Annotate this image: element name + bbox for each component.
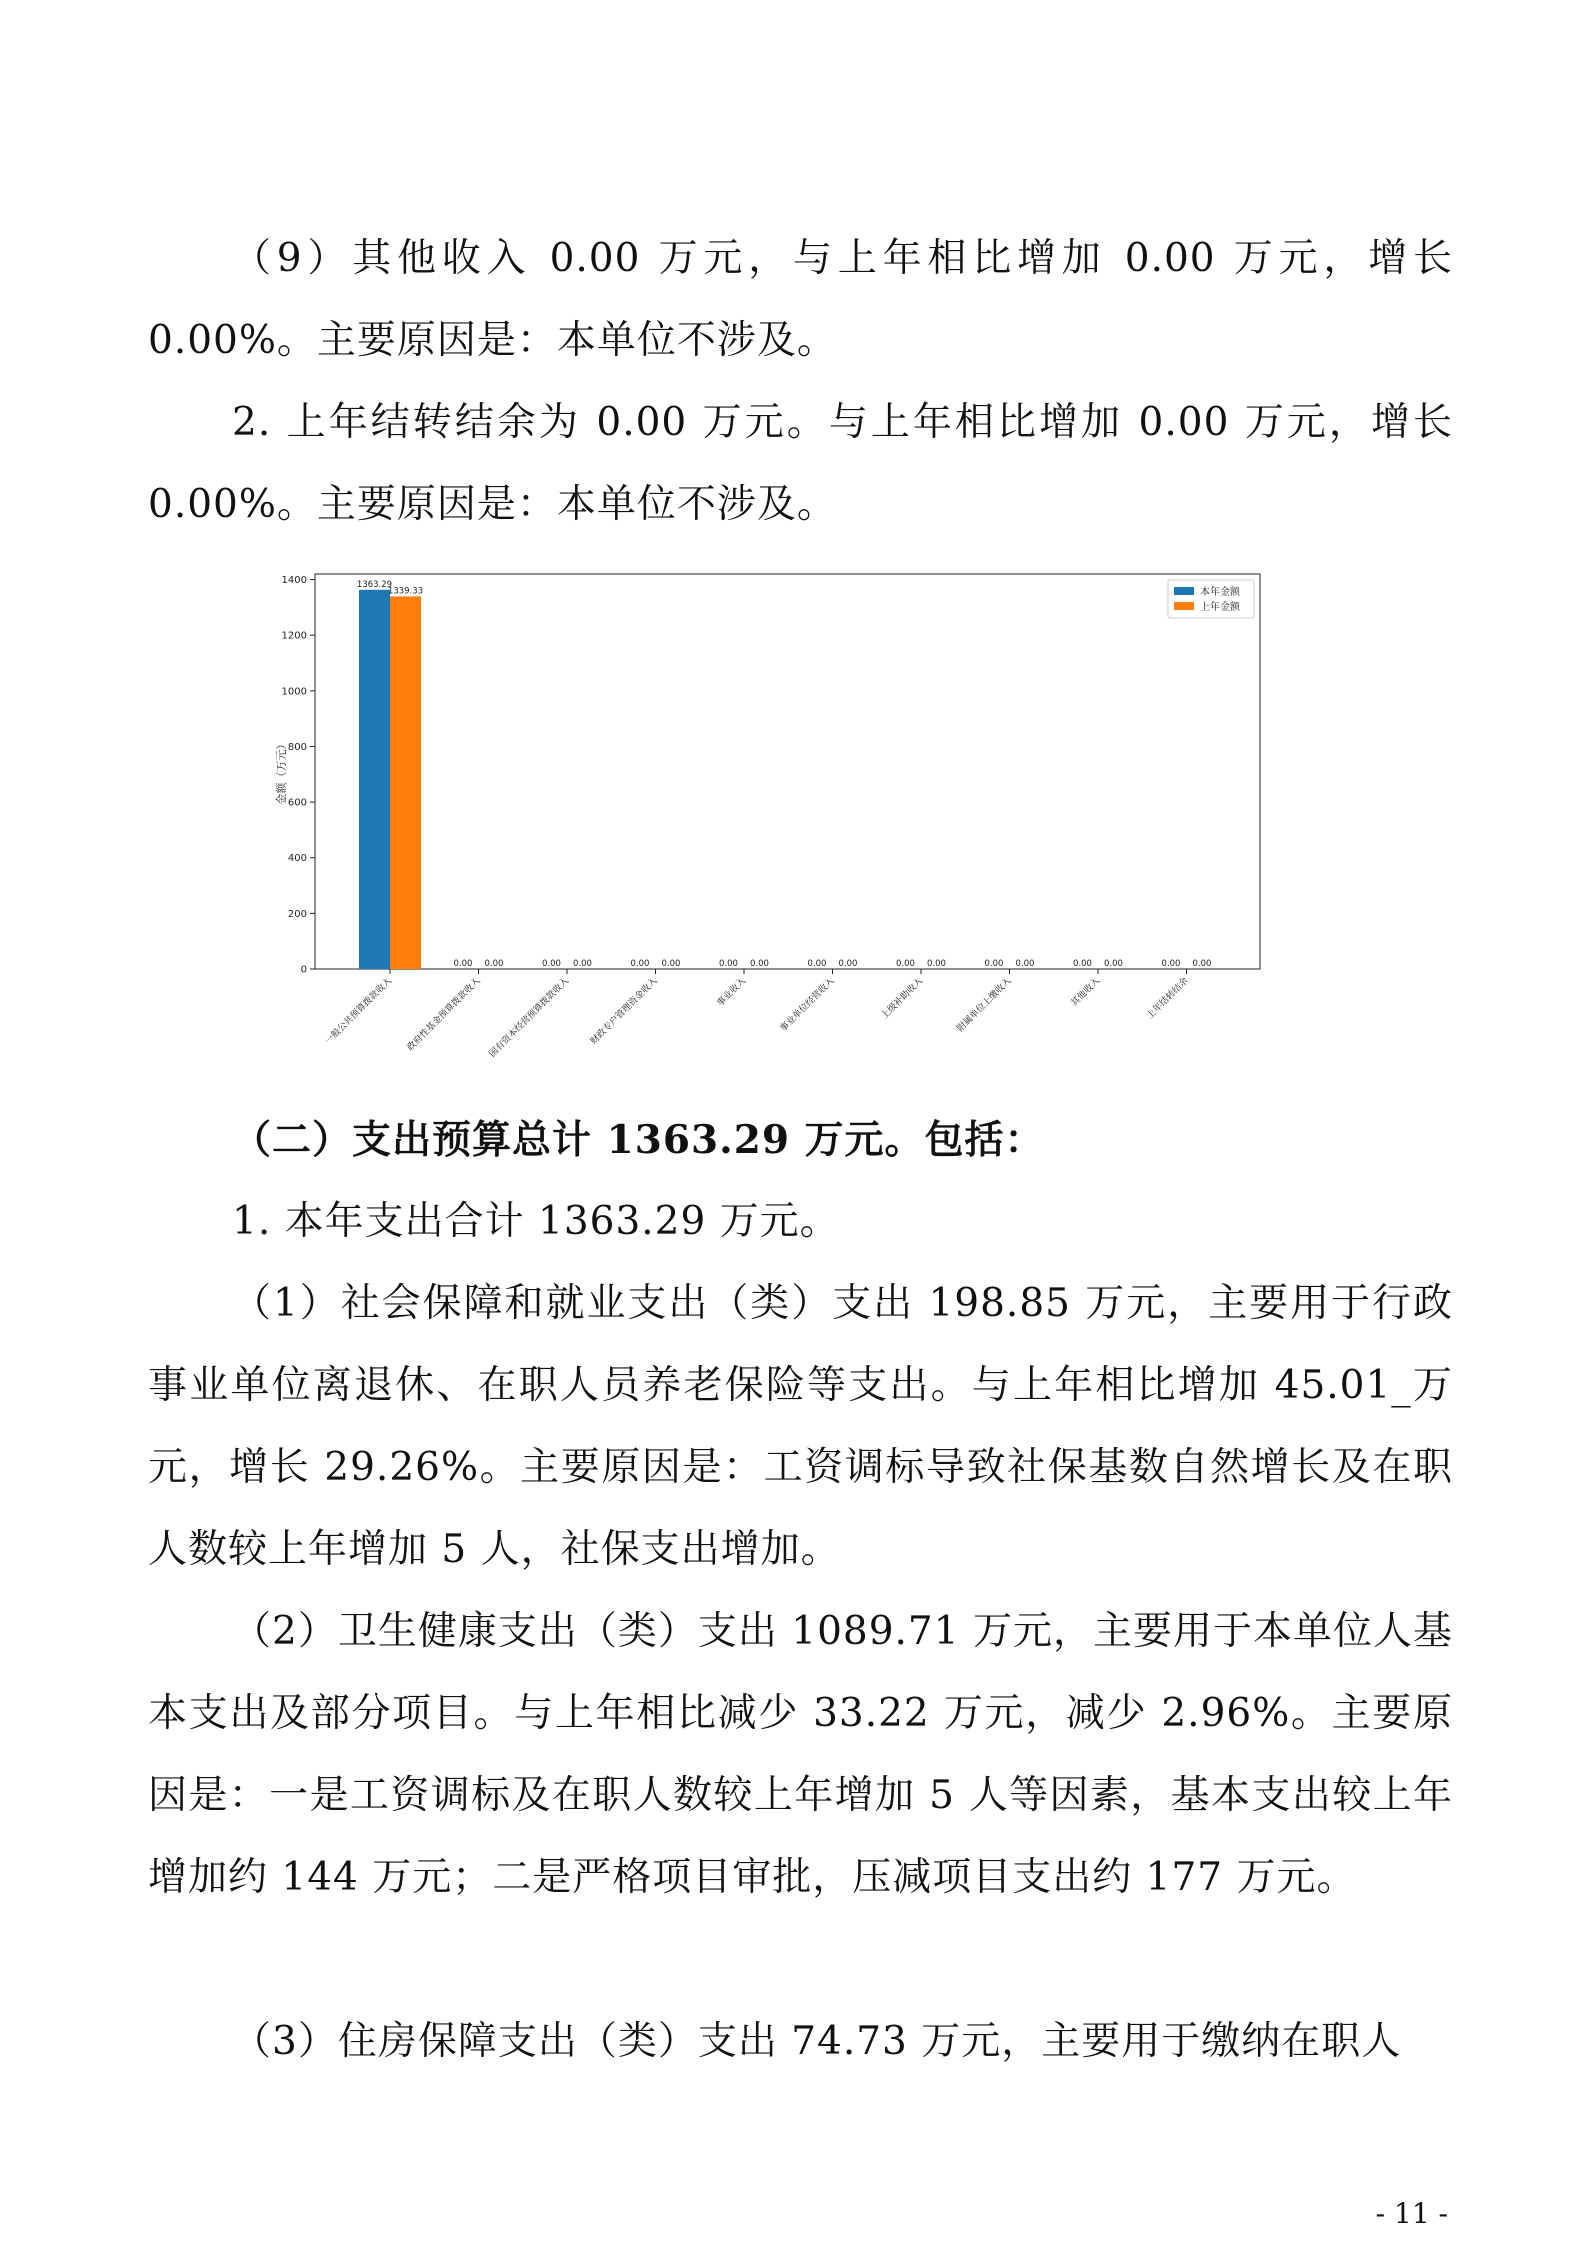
paragraph-carryover: 2. 上年结转结余为 0.00 万元。与上年相比增加 0.00 万元，增长 0.00%。主要原因是：本单位不涉及。 [148,400,1453,527]
bar-value-label: 0.00 [807,959,827,969]
paragraph-total-expenditure: 1. 本年支出合计 1363.29 万元。 [232,1199,840,1244]
bar-value-label: 0.00 [453,959,473,969]
y-tick-label: 600 [287,797,307,809]
paragraph-housing: （3）住房保障支出（类）支出 74.73 万元，主要用于缴纳在职人 [232,2019,1402,2064]
bar-value-label: 0.00 [661,959,681,969]
legend-swatch [1174,587,1194,595]
x-tick-label: 事业单位经营收入 [778,976,837,1035]
section-heading-expenditure: （二）支出预算总计 1363.29 万元。包括： [232,1117,1045,1163]
bar-value-label: 0.00 [573,959,592,969]
legend-swatch [1174,602,1194,610]
x-tick-label: 附属单位上缴收入 [955,976,1014,1035]
x-tick-label: 一般公共预算拨款收入 [323,976,395,1047]
chart-svg [270,564,1270,1084]
x-tick-label: 事业收入 [715,976,749,1009]
y-tick-label: 400 [287,853,307,865]
page-number: - 11 - [1375,2197,1448,2230]
bar-value-label: 0.00 [719,959,738,969]
bar-value-label: 0.00 [927,959,946,969]
bar-value-label: 1339.33 [387,586,424,597]
y-tick-label: 1000 [281,686,307,698]
x-tick-label: 财政专户管理资金收入 [588,976,660,1047]
y-tick-label: 200 [287,908,307,920]
bar-value-label: 0.00 [630,959,650,969]
x-tick-label: 上级补助收入 [879,976,926,1022]
bar-value-label: 0.00 [1015,959,1035,969]
bar-previous-0 [390,596,421,969]
bar-value-label: 0.00 [750,959,769,969]
y-tick-label: 1200 [281,630,307,642]
paragraph-other-income: （9）其他收入 0.00 万元，与上年相比增加 0.00 万元，增长 0.00%。主要原因是：本单位不涉及。 [148,236,1453,363]
x-tick-label: 政府性基金预算拨款收入 [405,976,483,1054]
bar-value-label: 0.00 [1073,959,1092,969]
bar-value-label: 0.00 [484,959,504,969]
y-axis-label: 金额（万元） [275,738,288,805]
y-tick-label: 800 [287,741,307,753]
income-bar-chart [270,564,1270,1084]
bar-value-label: 0.00 [542,959,561,969]
bar-value-label: 0.00 [984,959,1004,969]
bar-value-label: 1363.29 [356,579,393,590]
x-tick-label: 上年结转结余 [1145,976,1191,1022]
paragraph-social-security: （1）社会保障和就业支出（类）支出 198.85 万元，主要用于行政事业单位离退休、在职人员养老保险等支出。与上年相比增加 45.01_万元，增长 29.26%。主要原因是：工资调标导致社保基数自然增长及在职人数较上年增加 5 人，社保支出增加。 [148,1281,1453,1572]
bar-value-label: 0.00 [1104,959,1123,969]
bar-value-label: 0.00 [1161,959,1181,969]
x-tick-label: 其他收入 [1069,976,1103,1009]
legend-label: 本年金额 [1200,587,1240,598]
bar-current-0 [359,590,390,969]
y-tick-label: 0 [300,964,307,976]
plot-frame [315,574,1260,969]
legend-label: 上年金额 [1200,602,1240,613]
bar-value-label: 0.00 [838,959,858,969]
bar-value-label: 0.00 [896,959,915,969]
bar-value-label: 0.00 [1192,959,1212,969]
paragraph-health: （2）卫生健康支出（类）支出 1089.71 万元，主要用于本单位人基本支出及部分项目。与上年相比减少 33.22 万元，减少 2.96%。主要原因是：一是工资调标及在职人数较上年增加 5 人等因素，基本支出较上年增加约 144 万元；二是严格项目审批，压减项目支出约 177 万元。 [148,1609,1453,1900]
y-tick-label: 1400 [281,575,307,587]
x-tick-label: 国有资本经营预算拨款收入 [487,976,572,1060]
